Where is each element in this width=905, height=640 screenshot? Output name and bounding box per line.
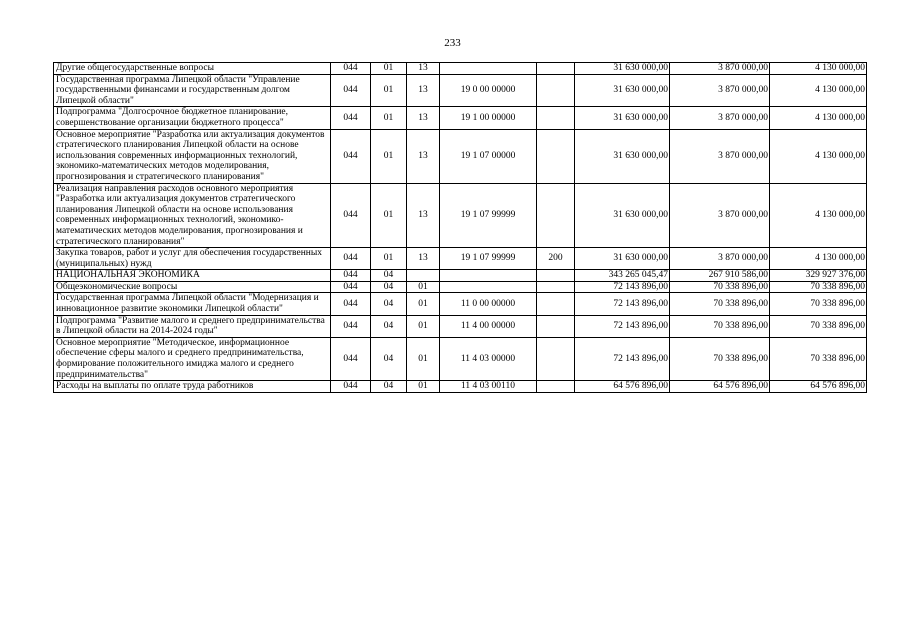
row-name: Закупка товаров, работ и услуг для обеспечения государственных (муниципальных) нужд (54, 248, 331, 270)
amount-year-1: 72 143 896,00 (575, 281, 670, 293)
expense-type-code (537, 293, 575, 315)
expense-type-code (537, 129, 575, 183)
table-row (54, 248, 867, 270)
amount-year-3: 4 130 000,00 (770, 248, 867, 270)
row-name: Государственная программа Липецкой области "Управление государственными финансами и государственным долгом Липецкой области" (54, 74, 331, 107)
target-article-code: 19 1 00 00000 (440, 107, 537, 129)
expense-type-code: 200 (537, 248, 575, 270)
section-code: 04 (371, 381, 407, 393)
admin-code: 044 (331, 337, 371, 380)
budget-table (53, 62, 867, 393)
amount-year-3: 4 130 000,00 (770, 129, 867, 183)
row-name: Подпрограмма "Долгосрочное бюджетное планирование, совершенствование организации бюджетного процесса" (54, 107, 331, 129)
amount-year-3: 4 130 000,00 (770, 63, 867, 75)
amount-year-1: 31 630 000,00 (575, 183, 670, 248)
amount-year-2: 3 870 000,00 (670, 107, 770, 129)
section-code: 01 (371, 63, 407, 75)
budget-table-body (54, 63, 867, 393)
section-code: 01 (371, 183, 407, 248)
subsection-code: 13 (407, 74, 440, 107)
amount-year-2: 267 910 586,00 (670, 270, 770, 282)
amount-year-2: 70 338 896,00 (670, 315, 770, 337)
target-article-code: 19 1 07 99999 (440, 183, 537, 248)
amount-year-2: 70 338 896,00 (670, 337, 770, 380)
subsection-code: 13 (407, 63, 440, 75)
amount-year-1: 31 630 000,00 (575, 63, 670, 75)
admin-code: 044 (331, 129, 371, 183)
admin-code: 044 (331, 281, 371, 293)
expense-type-code (537, 63, 575, 75)
expense-type-code (537, 107, 575, 129)
expense-type-code (537, 281, 575, 293)
target-article-code (440, 281, 537, 293)
admin-code: 044 (331, 107, 371, 129)
section-code: 04 (371, 293, 407, 315)
subsection-code: 01 (407, 315, 440, 337)
amount-year-3: 4 130 000,00 (770, 74, 867, 107)
section-code: 04 (371, 315, 407, 337)
expense-type-code (537, 381, 575, 393)
section-code: 01 (371, 74, 407, 107)
subsection-code: 13 (407, 107, 440, 129)
amount-year-2: 70 338 896,00 (670, 281, 770, 293)
expense-type-code (537, 337, 575, 380)
row-name: Общеэкономические вопросы (54, 281, 331, 293)
amount-year-1: 31 630 000,00 (575, 129, 670, 183)
amount-year-2: 3 870 000,00 (670, 74, 770, 107)
target-article-code (440, 270, 537, 282)
admin-code: 044 (331, 183, 371, 248)
row-name: Основное мероприятие "Разработка или актуализация документов стратегического планирования Липецкой области на основе использования современных информационных технологий, экономико-математических методов моделирования, прогнозирования и стратегического планирования" (54, 129, 331, 183)
amount-year-1: 72 143 896,00 (575, 315, 670, 337)
target-article-code: 11 4 03 00110 (440, 381, 537, 393)
expense-type-code (537, 183, 575, 248)
amount-year-1: 31 630 000,00 (575, 248, 670, 270)
subsection-code: 13 (407, 248, 440, 270)
section-code: 04 (371, 281, 407, 293)
row-name: Реализация направления расходов основного мероприятия "Разработка или актуализация документов стратегического планирования Липецкой области на основе использования современных информационных технологий, экономико-математических методов моделирования, прогнозирования и стратегического планирования" (54, 183, 331, 248)
amount-year-2: 3 870 000,00 (670, 248, 770, 270)
row-name: Расходы на выплаты по оплате труда работников (54, 381, 331, 393)
section-code: 04 (371, 337, 407, 380)
row-name: Государственная программа Липецкой области "Модернизация и инновационное развитие экономики Липецкой области" (54, 293, 331, 315)
target-article-code: 11 0 00 00000 (440, 293, 537, 315)
amount-year-3: 70 338 896,00 (770, 293, 867, 315)
admin-code: 044 (331, 270, 371, 282)
target-article-code: 11 4 03 00000 (440, 337, 537, 380)
amount-year-2: 3 870 000,00 (670, 183, 770, 248)
admin-code: 044 (331, 74, 371, 107)
amount-year-2: 70 338 896,00 (670, 293, 770, 315)
subsection-code: 13 (407, 183, 440, 248)
target-article-code: 19 1 07 00000 (440, 129, 537, 183)
row-name: Основное мероприятие "Методическое, информационное обеспечение сферы малого и среднего предпринимательства, формирование положительного имиджа малого и среднего предпринимательства" (54, 337, 331, 380)
amount-year-3: 64 576 896,00 (770, 381, 867, 393)
subsection-code: 13 (407, 129, 440, 183)
table-row (54, 129, 867, 183)
section-code: 01 (371, 107, 407, 129)
table-row (54, 381, 867, 393)
table-row (54, 74, 867, 107)
amount-year-2: 3 870 000,00 (670, 129, 770, 183)
subsection-code: 01 (407, 293, 440, 315)
admin-code: 044 (331, 315, 371, 337)
expense-type-code (537, 270, 575, 282)
amount-year-1: 64 576 896,00 (575, 381, 670, 393)
table-row (54, 337, 867, 380)
amount-year-2: 64 576 896,00 (670, 381, 770, 393)
amount-year-1: 72 143 896,00 (575, 337, 670, 380)
page-number: 233 (444, 37, 461, 49)
section-code: 04 (371, 270, 407, 282)
target-article-code: 11 4 00 00000 (440, 315, 537, 337)
table-row (54, 293, 867, 315)
table-row (54, 281, 867, 293)
target-article-code: 19 1 07 99999 (440, 248, 537, 270)
subsection-code: 01 (407, 281, 440, 293)
amount-year-3: 70 338 896,00 (770, 337, 867, 380)
expense-type-code (537, 315, 575, 337)
section-code: 01 (371, 129, 407, 183)
table-row (54, 107, 867, 129)
section-code: 01 (371, 248, 407, 270)
amount-year-1: 31 630 000,00 (575, 74, 670, 107)
subsection-code: 01 (407, 337, 440, 380)
table-row (54, 183, 867, 248)
admin-code: 044 (331, 63, 371, 75)
row-name: Другие общегосударственные вопросы (54, 63, 331, 75)
amount-year-3: 329 927 376,00 (770, 270, 867, 282)
amount-year-3: 4 130 000,00 (770, 107, 867, 129)
amount-year-3: 70 338 896,00 (770, 281, 867, 293)
row-name: Подпрограмма "Развитие малого и среднего предпринимательства в Липецкой области на 2014-2024 годы" (54, 315, 331, 337)
subsection-code (407, 270, 440, 282)
amount-year-1: 343 265 045,47 (575, 270, 670, 282)
amount-year-3: 70 338 896,00 (770, 315, 867, 337)
admin-code: 044 (331, 293, 371, 315)
expense-type-code (537, 74, 575, 107)
amount-year-3: 4 130 000,00 (770, 183, 867, 248)
target-article-code (440, 63, 537, 75)
target-article-code: 19 0 00 00000 (440, 74, 537, 107)
table-row (54, 63, 867, 75)
amount-year-1: 72 143 896,00 (575, 293, 670, 315)
amount-year-2: 3 870 000,00 (670, 63, 770, 75)
subsection-code: 01 (407, 381, 440, 393)
row-name: НАЦИОНАЛЬНАЯ ЭКОНОМИКА (54, 270, 331, 282)
admin-code: 044 (331, 381, 371, 393)
admin-code: 044 (331, 248, 371, 270)
table-row (54, 315, 867, 337)
amount-year-1: 31 630 000,00 (575, 107, 670, 129)
table-row (54, 270, 867, 282)
